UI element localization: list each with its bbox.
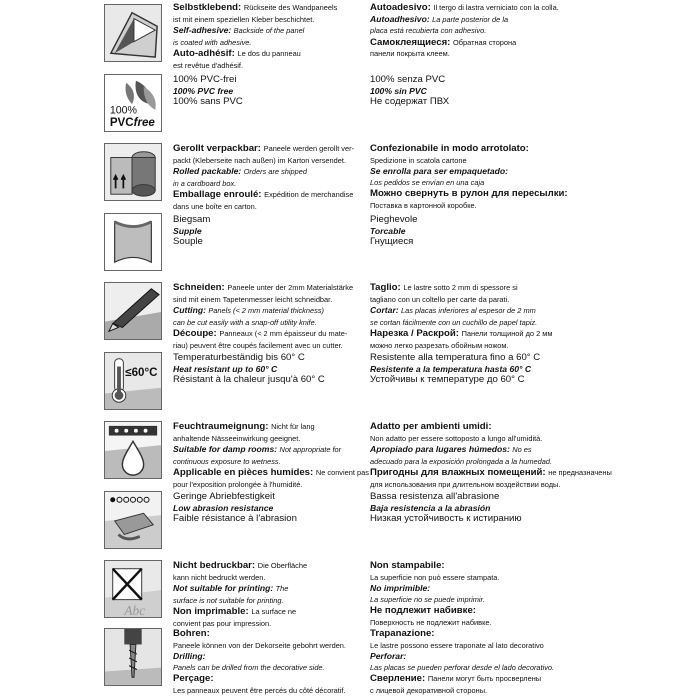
rolled-box-icon [104, 143, 162, 201]
text-line [173, 685, 363, 697]
text-run: Panels (< 2 mm material thickness) [208, 306, 324, 316]
text-line [173, 86, 363, 97]
text-run: Drilling: [173, 651, 206, 662]
text-line [173, 317, 363, 329]
text-line [173, 328, 363, 340]
bent-panel-icon [104, 213, 162, 271]
text-line [370, 96, 690, 108]
pvc-free-leaf-icon [104, 74, 162, 132]
text-line [370, 685, 690, 697]
text-run: anhaltende Nässeeinwirkung geeignet. [173, 433, 301, 443]
text-run: Самоклеящиеся: [370, 36, 454, 48]
text-run: La superficie no se puede imprimir. [370, 594, 485, 604]
text-run: Biegsam [173, 214, 211, 225]
text-run: Cortar: [370, 305, 402, 316]
text-run: Suitable for damp rooms: [173, 444, 280, 455]
text-run: Baja resistencia a la abrasión [370, 502, 491, 513]
not-printable-text-de-en-fr [173, 560, 363, 630]
text-line [370, 214, 690, 226]
utility-knife-icon [104, 282, 162, 340]
text-run: Поставка в картонной коробке. [370, 200, 477, 210]
cutting-text-it-es-ru [370, 282, 690, 352]
text-run: placa está recubierta con adhesivo. [370, 26, 487, 36]
text-line [173, 143, 363, 155]
text-line [370, 662, 690, 674]
text-line [173, 583, 363, 595]
text-line [370, 143, 690, 155]
text-line [370, 374, 690, 386]
text-line [370, 166, 690, 177]
water-drop-icon [104, 421, 162, 479]
text-line [370, 467, 690, 479]
heat-resistant-text-it-es-ru [370, 352, 690, 386]
text-run: Il tergo di lastra verniciato con la colla. [433, 3, 559, 12]
text-line [370, 328, 690, 340]
peel-sticker-icon [104, 4, 162, 62]
text-run: packt (Kleberseite nach außen) im Karton versendet. [173, 155, 346, 165]
text-line [173, 60, 363, 72]
text-run: Non stampabile: [370, 560, 445, 571]
heat-resistant-text-de-en-fr [173, 352, 363, 386]
text-run: adecuado para la exposición prolongada a la humedad. [370, 456, 553, 466]
drill-icon [104, 628, 162, 686]
text-line [370, 572, 690, 584]
self-adhesive-text-de-en-fr [173, 2, 363, 72]
no-print-icon [104, 560, 162, 618]
text-line [173, 340, 363, 352]
text-line [173, 651, 363, 662]
text-run: 100% sans PVC [173, 96, 243, 108]
text-run: Panels can be drilled from the decorative side. [173, 662, 325, 672]
text-line [173, 48, 363, 60]
abrasion-sponge-icon [104, 491, 162, 549]
text-run: Feuchtraumeignung: [173, 421, 272, 432]
pvc-free-text-it-es-ru [370, 74, 690, 108]
text-line [173, 374, 363, 386]
text-line [173, 560, 363, 572]
text-line [370, 364, 690, 375]
text-run: 100% sin PVC [370, 85, 427, 96]
text-run: pour l'exposition prolongée à l'humidité. [173, 479, 303, 489]
pvc-free-text-de-en-fr [173, 74, 363, 108]
text-run: riau) peuvent être coupés facilement avec un cutter. [173, 340, 343, 350]
text-run: Панели толщиной до 2 мм [461, 329, 553, 339]
text-line [173, 166, 363, 178]
text-run: No imprimible: [370, 583, 431, 594]
text-line [173, 14, 363, 26]
text-run: can be cut easily with a snap-off utility knife. [173, 317, 317, 327]
text-run: is coated with adhesive. [173, 37, 252, 47]
text-run: Supple [173, 225, 202, 236]
text-run: kann nicht bedruckt werden. [173, 572, 266, 582]
svg-text:Abc: Abc [124, 603, 146, 617]
text-run: Paneele unter der 2mm Materialstärke [227, 283, 354, 292]
text-run: Faible résistance à l'abrasion [173, 513, 297, 525]
text-line [370, 200, 690, 212]
text-line [370, 640, 690, 652]
text-run: Le lastre sotto 2 mm di spessore si [403, 283, 518, 292]
text-run: Schneiden: [173, 282, 228, 293]
text-run: Confezionabile in modo arrotolato: [370, 143, 529, 154]
text-run: ist mit einem speziellen Kleber beschichtet. [173, 14, 315, 24]
text-line [370, 14, 690, 26]
text-line [370, 651, 690, 662]
text-run: Можно свернуть в рулон для пересылки: [370, 188, 568, 200]
text-line [370, 2, 690, 14]
text-run: Expédition de merchandise [264, 190, 354, 200]
text-run: dans une boîte en carton. [173, 201, 257, 211]
text-line [370, 188, 690, 200]
rolled-packable-text-de-en-fr [173, 143, 363, 213]
text-line [173, 444, 363, 456]
text-line [370, 491, 690, 503]
text-run: Heat resistant up to 60° C [173, 363, 278, 374]
text-line [370, 479, 690, 491]
text-line [370, 352, 690, 364]
cutting-text-de-en-fr [173, 282, 363, 352]
text-line [370, 294, 690, 306]
text-run: Las placas inferiores al espesor de 2 mm [401, 306, 536, 316]
heat-limit-label: ≤60°C [125, 367, 158, 380]
text-run: Non adatto per essere sottoposto a lungo all'umidità. [370, 433, 543, 443]
text-run: Auto-adhésif: [173, 48, 238, 60]
text-run: Las placas se pueden perforar desde el lado decorativo. [370, 662, 555, 672]
text-run: панели покрыта клеем. [370, 49, 450, 59]
text-line [173, 421, 363, 433]
text-run: Se enrolla para ser empaquetado: [370, 166, 509, 177]
text-run: Les panneaux peuvent être percés du côté décoratif. [173, 685, 346, 695]
text-line [370, 421, 690, 433]
text-line [173, 294, 363, 306]
text-line [370, 456, 690, 468]
text-run: Pieghevole [370, 214, 418, 225]
thermometer-icon [104, 352, 162, 410]
text-run: Не подлежит набивке: [370, 605, 476, 617]
text-run: La superficie non può essere stampata. [370, 572, 500, 582]
text-line [370, 605, 690, 617]
text-run: in a cardboard box. [173, 178, 237, 188]
text-run: Trapanazione: [370, 628, 435, 639]
text-line [370, 236, 690, 248]
text-line [173, 214, 363, 226]
text-line [370, 74, 690, 86]
text-run: Spedizione in scatola cartone [370, 155, 467, 165]
text-line [173, 2, 363, 14]
text-run: Résistant à la chaleur jusqu'à 60° C [173, 374, 325, 386]
text-line [173, 513, 363, 525]
text-run: 100% senza PVC [370, 74, 446, 85]
text-line [173, 491, 363, 503]
damp-rooms-text-de-en-fr [173, 421, 369, 491]
text-line [173, 503, 363, 514]
text-run: Los pedidos se envían en una caja [370, 177, 485, 187]
text-run: Поверхность не подлежит набивке. [370, 617, 492, 627]
text-run: Nicht bedruckbar: [173, 560, 258, 571]
text-run: Temperaturbeständig bis 60° C [173, 352, 305, 363]
text-run: Die Oberfläche [257, 561, 308, 570]
text-run: 100% PVC-frei [173, 74, 237, 85]
text-line [370, 583, 690, 594]
text-run: Perforar: [370, 651, 407, 662]
text-run: La surface ne [251, 607, 297, 617]
text-line [173, 456, 363, 468]
pvc-free-label: 100% [109, 104, 137, 117]
text-run: Gerollt verpackbar: [173, 143, 264, 154]
flexible-text-it-es-ru [370, 214, 690, 248]
text-run: Paneele können von der Dekorseite gebohrt werden. [173, 640, 346, 650]
text-line [173, 201, 363, 213]
text-run: Не содержат ПВХ [370, 96, 450, 108]
text-run: Нарезка / Раскрой: [370, 328, 462, 340]
text-line [370, 317, 690, 329]
text-line [370, 226, 690, 237]
text-run: Autoadesivo: [370, 2, 434, 13]
text-line [370, 673, 690, 685]
text-run: se cortan fácilmente con un cuchillo de papel tapiz. [370, 317, 538, 327]
text-run: Emballage enroulé: [173, 189, 265, 201]
text-line [370, 86, 690, 97]
text-run: Устойчивы к температуре до 60° C [370, 374, 525, 386]
text-run: Apropiado para lugares húmedos: [370, 444, 513, 455]
text-run: continuous exposure to wetness. [173, 456, 281, 466]
text-run: sind mit einem Tapetenmesser leicht schneidbar. [173, 294, 333, 304]
text-line [370, 433, 690, 445]
text-run: не предназначены [548, 468, 612, 478]
text-run: 100% PVC free [173, 85, 234, 96]
text-run: surface is not suitable for printing. [173, 595, 284, 605]
text-line [173, 37, 363, 49]
text-run: Backside of the panel [233, 26, 305, 36]
text-run: Selbstklebend: [173, 2, 244, 13]
text-line [173, 25, 363, 37]
text-line [173, 305, 363, 317]
text-line [173, 282, 363, 294]
text-line [173, 155, 363, 167]
text-line [173, 178, 363, 190]
text-run: Низкая устойчивость к истиранию [370, 513, 522, 525]
text-run: Панели могут быть просверлены [427, 674, 542, 684]
text-run: Not appropriate for [279, 445, 342, 455]
text-line [370, 177, 690, 189]
text-run: Сверление: [370, 673, 428, 685]
text-line [173, 595, 363, 607]
text-run: Taglio: [370, 282, 404, 293]
text-line [370, 282, 690, 294]
text-run: Rückseite des Wandpaneels [243, 3, 338, 12]
text-run: Geringe Abriebfestigkeit [173, 491, 275, 502]
text-line [173, 662, 363, 674]
text-run: Bassa resistenza all'abrasione [370, 491, 500, 502]
text-line [370, 155, 690, 167]
text-line [173, 606, 363, 618]
text-run: Rolled packable: [173, 166, 244, 177]
text-line [173, 74, 363, 86]
text-line [370, 305, 690, 317]
self-adhesive-text-it-es-ru [370, 2, 690, 60]
text-run: Autoadhesivo: [370, 13, 433, 24]
text-run: Ne convient pas [315, 468, 369, 478]
text-run: convient pas pour impression. [173, 618, 272, 628]
rolled-packable-text-it-es-ru [370, 143, 690, 212]
text-line [370, 25, 690, 37]
text-line [370, 513, 690, 525]
text-run: с лицевой декоративной стороны. [370, 685, 488, 695]
text-line [173, 479, 363, 491]
text-line [370, 503, 690, 514]
text-line [370, 560, 690, 572]
text-line [370, 48, 690, 60]
text-run: Adatto per ambienti umidi: [370, 421, 492, 432]
text-run: Bohren: [173, 628, 210, 639]
text-run: Applicable en pièces humides: [173, 467, 316, 479]
text-run: Гнущиеся [370, 236, 414, 248]
text-run: Пригодны для влажных помещений: [370, 467, 549, 479]
text-line [173, 236, 363, 248]
text-run: Panneaux (< 2 mm épaisseur du mate- [219, 329, 348, 339]
text-run: Resistente alla temperatura fino a 60° C [370, 352, 541, 363]
text-line [173, 189, 363, 201]
text-run: La parte posterior de la [432, 14, 509, 24]
low-abrasion-text-de-en-fr [173, 491, 363, 525]
text-line [173, 467, 369, 479]
text-line [173, 673, 363, 685]
text-line [173, 96, 363, 108]
drilling-text-de-en-fr [173, 628, 363, 697]
text-line [370, 37, 690, 49]
text-run: для использования при длительном воздействии воды. [370, 479, 561, 489]
text-line [173, 352, 363, 364]
flexible-text-de-en-fr [173, 214, 363, 248]
text-run: Perçage: [173, 673, 214, 685]
text-line [370, 628, 690, 640]
text-run: Обратная сторона [453, 37, 517, 47]
text-line [370, 444, 690, 456]
text-run: Not suitable for printing: [173, 583, 276, 594]
text-line [370, 594, 690, 606]
text-run: Orders are shipped [243, 167, 307, 177]
damp-rooms-text-it-es-ru [370, 421, 690, 491]
text-line [173, 572, 363, 584]
text-run: Paneele werden gerollt ver- [263, 144, 355, 153]
text-run: Low abrasion resistance [173, 502, 274, 513]
drilling-text-it-es-ru [370, 628, 690, 697]
text-run: можно легко разрезать обойным ножом. [370, 340, 509, 350]
text-line [370, 340, 690, 352]
text-run: Souple [173, 236, 203, 248]
text-line [370, 617, 690, 629]
text-run: Le lastre possono essere traponate al lato decorativo [370, 640, 544, 650]
text-line [173, 640, 363, 652]
text-line [173, 433, 363, 445]
text-run: Self-adhesive: [173, 25, 234, 36]
text-run: tagliano con un coltello per carte da parati. [370, 294, 510, 304]
text-run: Resistente a la temperatura hasta 60° C [370, 363, 532, 374]
text-run: Découpe: [173, 328, 220, 340]
text-run: The [275, 584, 289, 594]
text-run: No es [512, 445, 532, 455]
text-run: Le dos du panneau [237, 49, 301, 59]
text-run: Torcable [370, 225, 406, 236]
text-run: Cutting: [173, 305, 209, 316]
text-line [173, 628, 363, 640]
text-run: est revêtue d'adhésif. [173, 60, 244, 70]
text-run: Nicht für lang [271, 422, 315, 431]
text-run: Non imprimable: [173, 606, 252, 618]
svg-text:PVCfree: PVCfree [109, 117, 155, 130]
low-abrasion-text-it-es-ru [370, 491, 690, 525]
text-line [173, 226, 363, 237]
text-line [173, 364, 363, 375]
not-printable-text-it-es-ru [370, 560, 690, 629]
